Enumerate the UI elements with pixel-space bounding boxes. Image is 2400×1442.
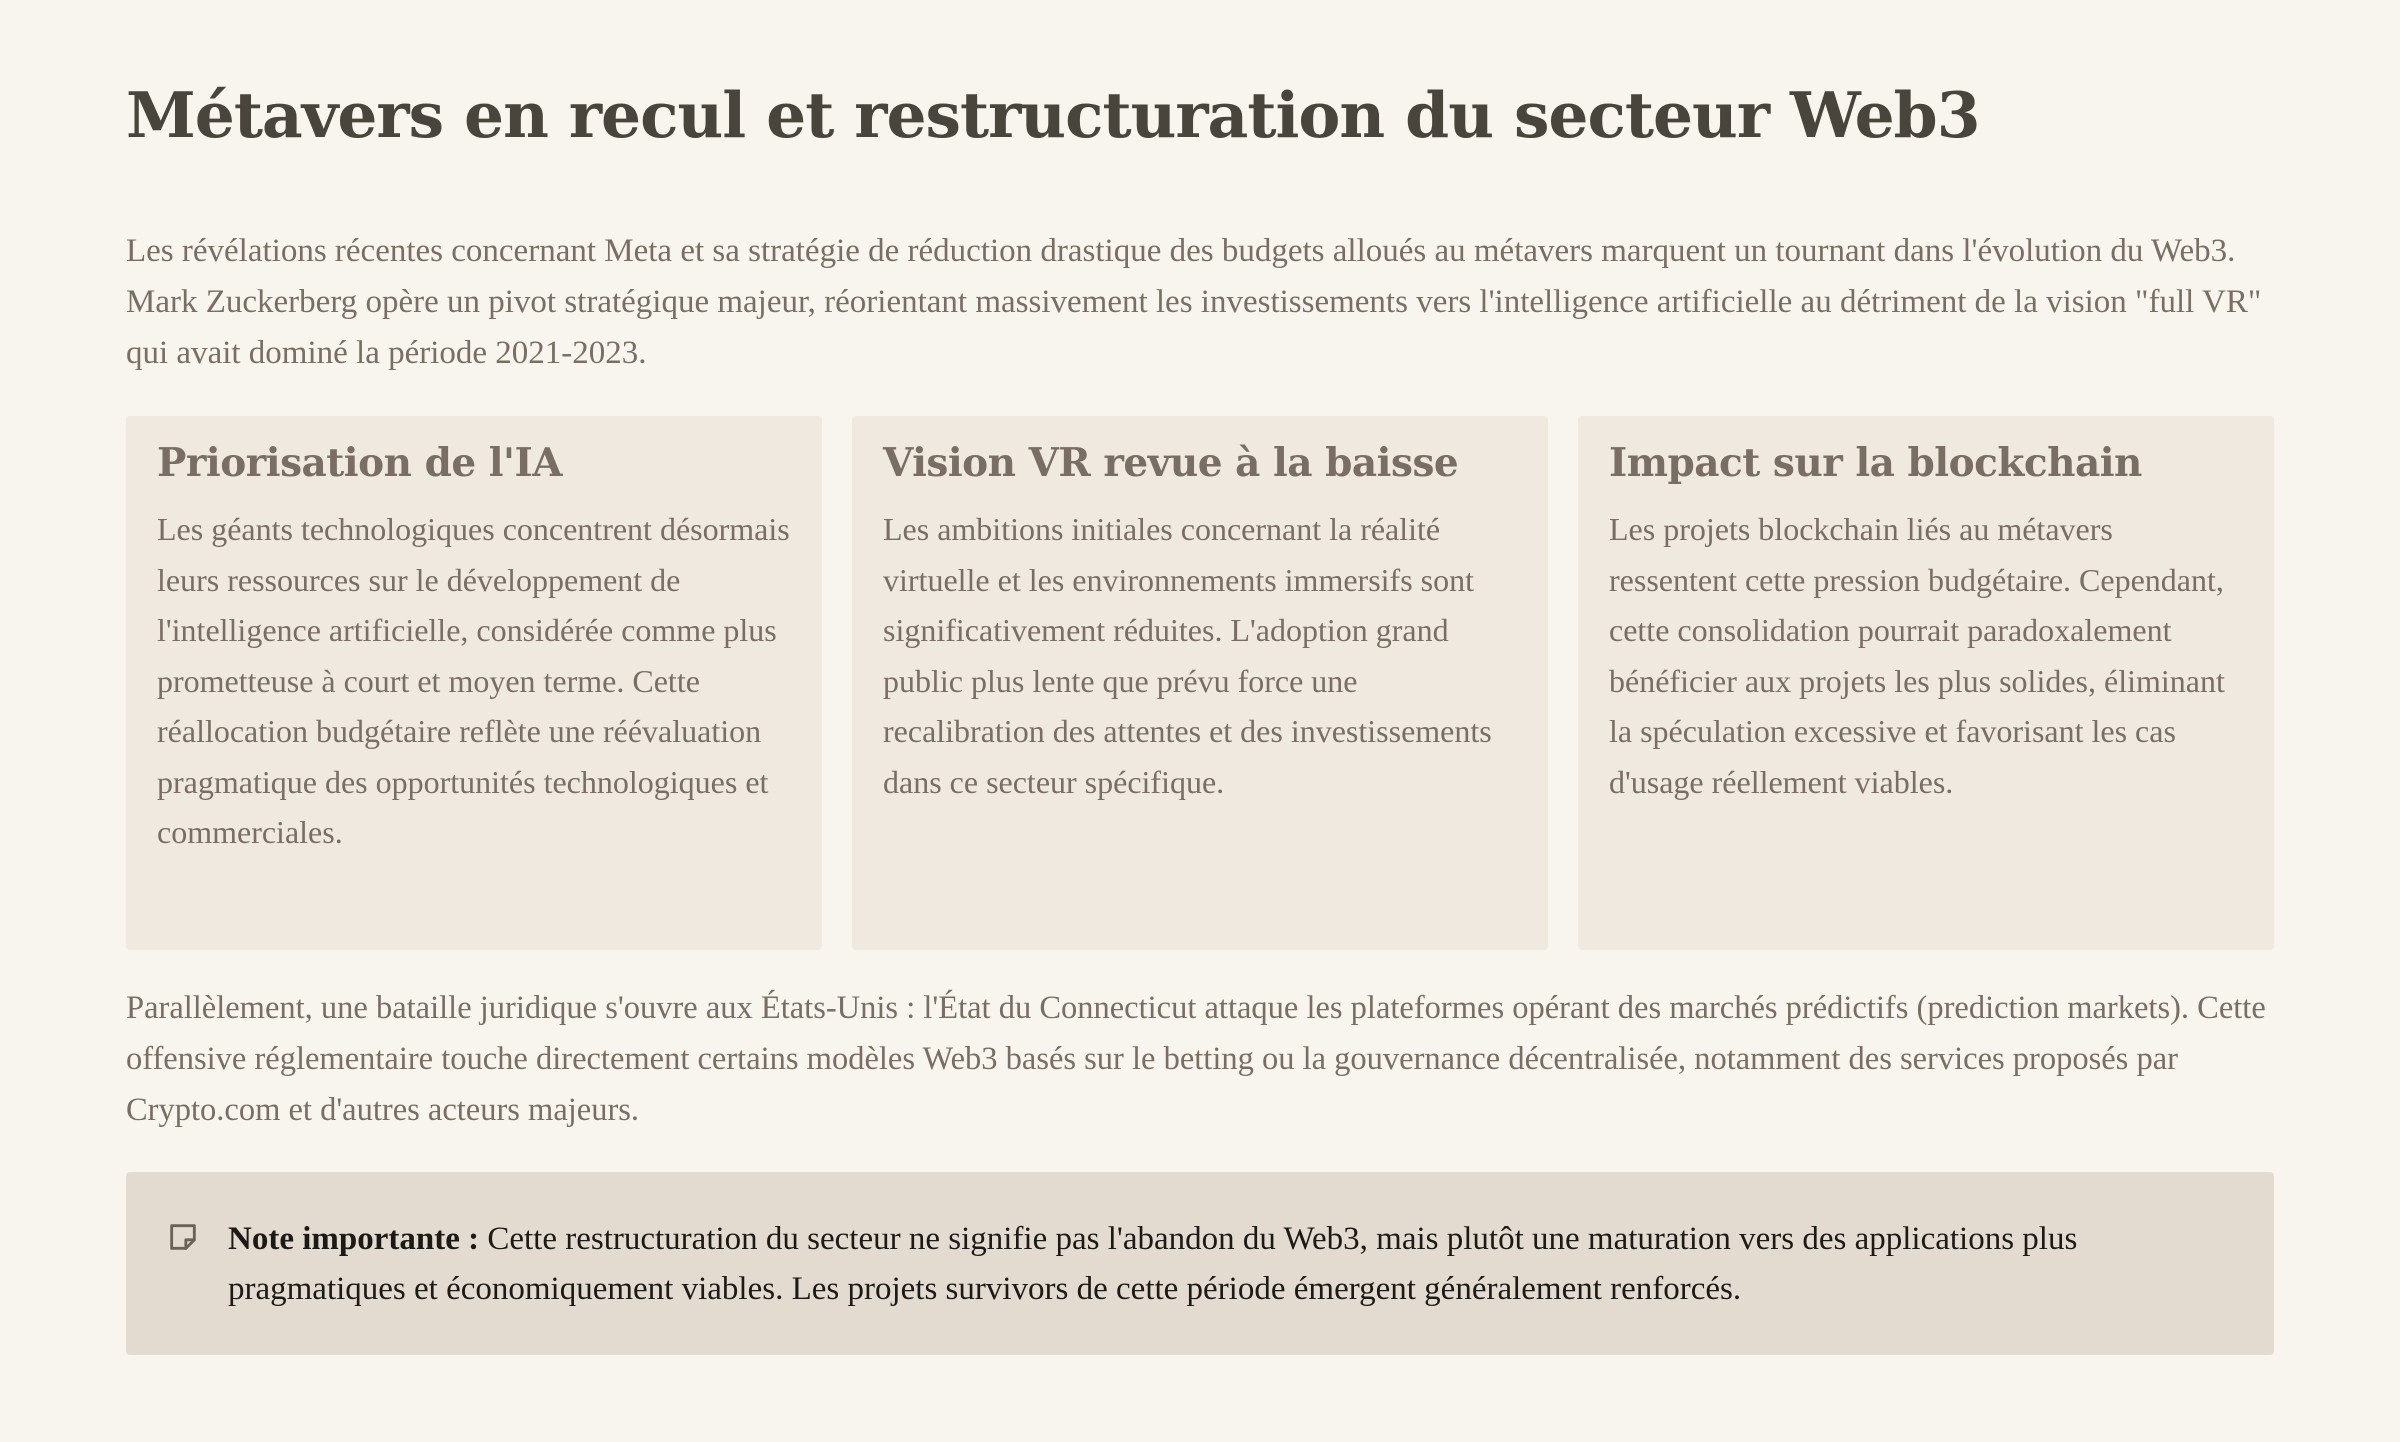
card-title: Impact sur la blockchain: [1609, 440, 2142, 486]
cards-row: [126, 416, 2274, 950]
card-title: Vision VR revue à la baisse: [883, 440, 1459, 486]
page-title: Métavers en recul et restructuration du secteur Web3: [126, 78, 1980, 152]
important-note: [126, 1172, 2274, 1355]
note-body: Cette restructuration du secteur ne signifie pas l'abandon du Web3, mais plutôt une maturation vers des applications plus pragmatiques et économiquement viables. Les projets survivors de cette période émergent généralement renforcés.: [228, 1221, 2078, 1307]
card-blockchain-impact: [1578, 416, 2274, 950]
note-text: [228, 1214, 2234, 1314]
note-label: Note importante :: [228, 1221, 480, 1257]
legal-paragraph: Parallèlement, une bataille juridique s'ouvre aux États-Unis : l'État du Connecticut attaque les plateformes opérant des marchés prédictifs (prediction markets). Cette offensive réglementaire touche directement certains modèles Web3 basés sur le betting ou la gouvernance décentralisée, notamment des services proposés par Crypto.com et d'autres acteurs majeurs.: [126, 990, 2266, 1128]
card-vr-vision: [852, 416, 1548, 950]
card-text: Les projets blockchain liés au métavers ressentent cette pression budgétaire. Cependant, cette consolidation pourrait paradoxalement bénéficier aux projets les plus solides, éliminant la spéculation excessive et favorisant les cas d'usage réellement viables.: [1609, 511, 2225, 800]
intro-paragraph: Les révélations récentes concernant Meta et sa stratégie de réduction drastique des budgets alloués au métavers marquent un tournant dans l'évolution du Web3. Mark Zuckerberg opère un pivot stratégique majeur, réorientant massivement les investissements vers l'intelligence artificielle au détriment de la vision "full VR" qui avait dominé la période 2021-2023.: [126, 233, 2262, 371]
card-ai-priority: [126, 416, 822, 950]
card-text: Les ambitions initiales concernant la réalité virtuelle et les environnements immersifs sont significativement réduites. L'adoption grand public plus lente que prévu force une recalibration des attentes et des investissements dans ce secteur spécifique.: [883, 511, 1492, 800]
note-icon: [166, 1220, 200, 1254]
card-text: Les géants technologiques concentrent désormais leurs ressources sur le développement de l'intelligence artificielle, considérée comme plus prometteuse à court et moyen terme. Cette réallocation budgétaire reflète une réévaluation pragmatique des opportunités technologiques et commerciales.: [157, 511, 790, 850]
card-title: Priorisation de l'IA: [157, 440, 562, 486]
